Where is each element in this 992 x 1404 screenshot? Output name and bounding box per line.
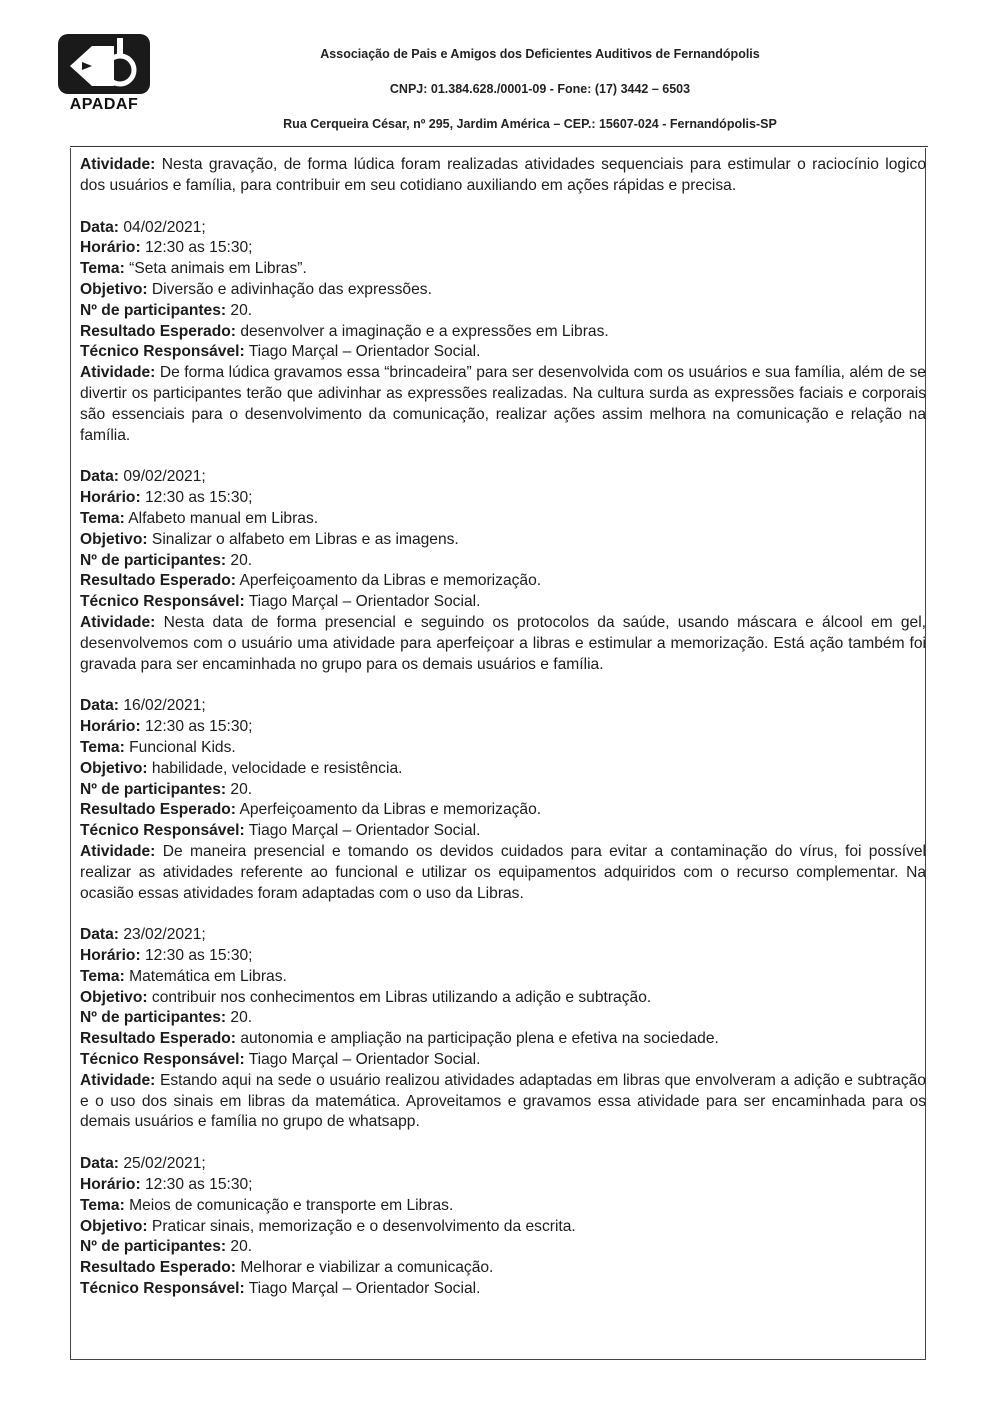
label-resultado: Resultado Esperado: [80, 322, 236, 340]
entry-theme [80, 967, 926, 988]
entry-participants [80, 1008, 926, 1029]
label-tecnico: Técnico Responsável: [80, 1280, 245, 1298]
label-data: Data: [80, 1155, 119, 1173]
date-value: 04/02/2021; [123, 218, 206, 236]
label-atividade: Atividade: [80, 156, 156, 173]
entry-date [80, 1154, 926, 1175]
label-data: Data: [80, 218, 119, 236]
intro-activity-text: Nesta gravação, de forma lúdica foram realizadas atividades sequenciais para estimular o raciocínio logico dos usuários e família, para contribuir em seu cotidiano auxiliando em ações rápidas e precisa. [80, 156, 926, 194]
label-resultado: Resultado Esperado: [80, 801, 236, 819]
date-value: 09/02/2021; [123, 468, 206, 486]
apadaf-logo-mark [56, 32, 152, 96]
label-tecnico: Técnico Responsável: [80, 593, 245, 611]
entry-participants [80, 1237, 926, 1258]
entry-activity [80, 1071, 926, 1133]
entry-objective [80, 280, 926, 301]
participants-value: 20. [230, 551, 253, 569]
entry-objective [80, 759, 926, 780]
label-horario: Horário: [80, 718, 141, 736]
expected-result-value: Melhorar e viabilizar a comunicação. [240, 1259, 494, 1277]
time-value: 12:30 as 15:30; [145, 239, 253, 257]
entry-expected-result [80, 571, 926, 592]
objective-value: contribuir nos conhecimentos em Libras utilizando a adição e subtração. [151, 988, 652, 1006]
entry-time [80, 1175, 926, 1196]
label-participantes: Nº de participantes: [80, 1238, 227, 1256]
label-horario: Horário: [80, 239, 141, 257]
label-tecnico: Técnico Responsável: [80, 343, 245, 361]
theme-value: Matemática em Libras. [129, 967, 287, 985]
entry-technician [80, 1050, 926, 1071]
label-horario: Horário: [80, 947, 141, 965]
label-atividade: Atividade: [80, 842, 156, 860]
time-value: 12:30 as 15:30; [145, 718, 253, 736]
address: Rua Cerqueira César, nº 295, Jardim América – CEP.: 15607-024 - Fernandópolis-SP [283, 117, 777, 131]
entry-theme [80, 1196, 926, 1217]
label-horario: Horário: [80, 1176, 141, 1194]
expected-result-value: Aperfeiçoamento da Libras e memorização. [239, 801, 542, 819]
expected-result-value: desenvolver a imaginação e a expressões em Libras. [240, 322, 609, 340]
activity-entry [80, 218, 926, 447]
label-objetivo: Objetivo: [80, 530, 148, 548]
objective-value: Praticar sinais, memorização e o desenvolvimento da escrita. [151, 1217, 576, 1235]
date-value: 25/02/2021; [123, 1155, 206, 1173]
entry-time [80, 717, 926, 738]
label-data: Data: [80, 926, 119, 944]
entry-expected-result [80, 800, 926, 821]
entry-objective [80, 1217, 926, 1238]
activity-value: Nesta data de forma presencial e seguindo os protocolos da saúde, usando máscara e álcool em gel, desenvolvemos com o usuário uma atividade para aperfeiçoar a libras e estimular a memorização. Está ação também foi gravada para ser encaminhada no grupo para os demais usuários e família. [80, 613, 926, 673]
entry-time [80, 488, 926, 509]
label-participantes: Nº de participantes: [80, 551, 227, 569]
entry-objective [80, 530, 926, 551]
entry-expected-result [80, 1029, 926, 1050]
label-participantes: Nº de participantes: [80, 1009, 227, 1027]
theme-value: Funcional Kids. [129, 738, 236, 756]
participants-value: 20. [230, 780, 253, 798]
label-tema: Tema: [80, 260, 125, 278]
label-objetivo: Objetivo: [80, 759, 148, 777]
participants-value: 20. [230, 1238, 253, 1256]
technician-value: Tiago Marçal – Orientador Social. [248, 1051, 481, 1069]
label-objetivo: Objetivo: [80, 1217, 148, 1235]
objective-value: habilidade, velocidade e resistência. [151, 759, 403, 777]
entry-activity [80, 613, 926, 675]
label-tema: Tema: [80, 509, 125, 527]
objective-value: Sinalizar o alfabeto em Libras e as imagens. [151, 530, 459, 548]
entry-date [80, 925, 926, 946]
technician-value: Tiago Marçal – Orientador Social. [248, 822, 481, 840]
activity-entry [80, 925, 926, 1133]
logo-text: APADAF [69, 96, 139, 113]
label-participantes: Nº de participantes: [80, 780, 227, 798]
entry-technician [80, 821, 926, 842]
activity-value: Estando aqui na sede o usuário realizou atividades adaptadas em libras que envolveram a adição e subtração e o uso dos sinais em libras da matemática. Aproveitamos e gravamos essa atividade para ser encaminhada para os demais usuários e família no grupo de whatsapp. [80, 1071, 926, 1131]
label-tecnico: Técnico Responsável: [80, 822, 245, 840]
activity-entry [80, 467, 926, 675]
label-tecnico: Técnico Responsável: [80, 1051, 245, 1069]
entry-date [80, 696, 926, 717]
intro-activity [80, 155, 926, 197]
label-atividade: Atividade: [80, 1071, 156, 1089]
entry-participants [80, 301, 926, 322]
date-value: 16/02/2021; [123, 697, 206, 715]
entry-technician [80, 592, 926, 613]
label-objetivo: Objetivo: [80, 988, 148, 1006]
label-tema: Tema: [80, 738, 125, 756]
label-data: Data: [80, 468, 119, 486]
label-objetivo: Objetivo: [80, 280, 148, 298]
time-value: 12:30 as 15:30; [145, 1176, 253, 1194]
org-name: Associação de Pais e Amigos dos Deficientes Auditivos de Fernandópolis [320, 47, 760, 61]
entry-theme [80, 509, 926, 530]
label-resultado: Resultado Esperado: [80, 1259, 236, 1277]
theme-value: “Seta animais em Libras”. [129, 260, 307, 278]
entry-date [80, 467, 926, 488]
time-value: 12:30 as 15:30; [145, 489, 253, 507]
label-resultado: Resultado Esperado: [80, 572, 236, 590]
entry-time [80, 946, 926, 967]
entry-theme [80, 738, 926, 759]
activity-entry [80, 1154, 926, 1300]
entry-objective [80, 988, 926, 1009]
entry-activity [80, 363, 926, 446]
entry-participants [80, 551, 926, 572]
label-atividade: Atividade: [80, 364, 156, 382]
entry-expected-result [80, 322, 926, 343]
time-value: 12:30 as 15:30; [145, 947, 253, 965]
label-horario: Horário: [80, 489, 141, 507]
technician-value: Tiago Marçal – Orientador Social. [248, 1280, 481, 1298]
activity-report [80, 155, 926, 1300]
entry-activity [80, 842, 926, 904]
label-data: Data: [80, 697, 119, 715]
label-tema: Tema: [80, 1196, 125, 1214]
activity-value: De forma lúdica gravamos essa “brincadeira” para ser desenvolvida com os usuários e sua família, além de se divertir os participantes terão que adivinhar as expressões realizadas. Na cultura surda as expressões faciais e corporais são essenciais para o desenvolvimento da comunicação, realizar ações assim melhora na comunicação e relação na família. [80, 364, 926, 444]
entry-expected-result [80, 1258, 926, 1279]
technician-value: Tiago Marçal – Orientador Social. [248, 593, 481, 611]
label-participantes: Nº de participantes: [80, 301, 227, 319]
theme-value: Alfabeto manual em Libras. [128, 509, 319, 527]
label-tema: Tema: [80, 967, 125, 985]
label-resultado: Resultado Esperado: [80, 1030, 236, 1048]
entry-technician [80, 342, 926, 363]
theme-value: Meios de comunicação e transporte em Libras. [129, 1196, 454, 1214]
entry-time [80, 238, 926, 259]
entry-participants [80, 780, 926, 801]
date-value: 23/02/2021; [123, 926, 206, 944]
entry-technician [80, 1279, 926, 1300]
objective-value: Diversão e adivinhação das expressões. [151, 280, 432, 298]
header-divider [70, 146, 928, 147]
activity-value: De maneira presencial e tomando os devidos cuidados para evitar a contaminação do vírus, foi possível realizar as atividades referente ao funcional e utilizar os equipamentos adquiridos com o recurso complementar. Na ocasião essas atividades foram adaptadas com o uso da Libras. [80, 842, 927, 902]
expected-result-value: Aperfeiçoamento da Libras e memorização. [239, 572, 542, 590]
entry-date [80, 218, 926, 239]
apadaf-logo [56, 32, 152, 116]
label-atividade: Atividade: [80, 613, 156, 631]
participants-value: 20. [230, 301, 253, 319]
entry-theme [80, 259, 926, 280]
participants-value: 20. [230, 1009, 253, 1027]
technician-value: Tiago Marçal – Orientador Social. [248, 343, 481, 361]
cnpj-phone: CNPJ: 01.384.628./0001-09 - Fone: (17) 3442 – 6503 [389, 82, 691, 96]
activity-entry [80, 696, 926, 904]
expected-result-value: autonomia e ampliação na participação plena e efetiva na sociedade. [240, 1030, 719, 1048]
